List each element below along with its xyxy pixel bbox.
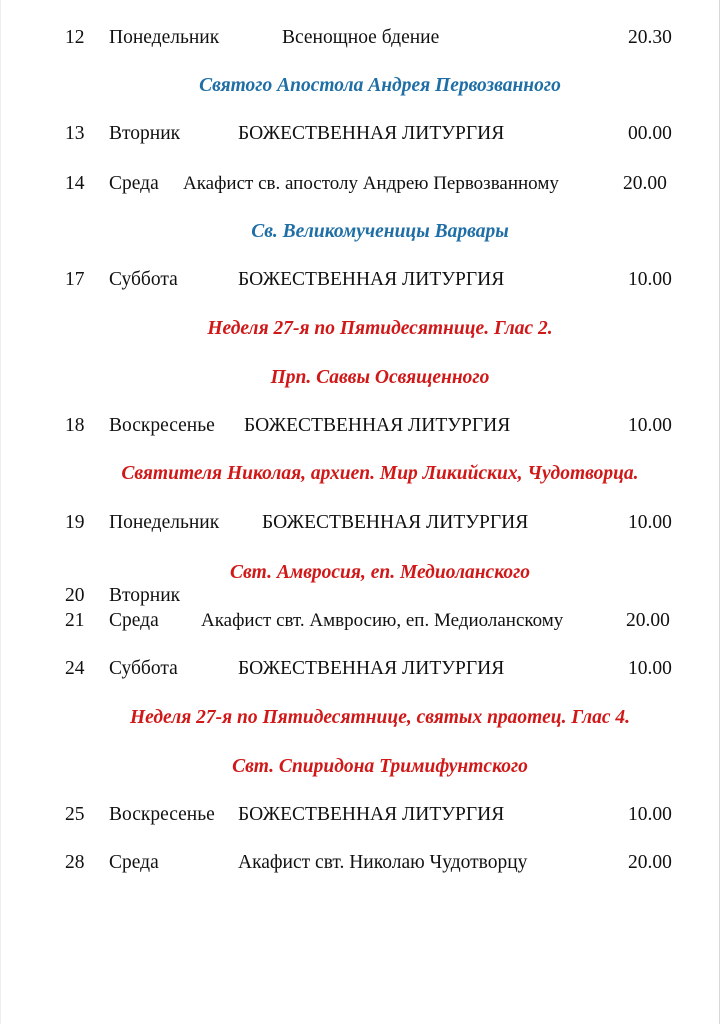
row-service: БОЖЕСТВЕННАЯ ЛИТУРГИЯ (262, 512, 529, 533)
row-day: 24 (65, 658, 85, 679)
row-weekday: Среда (109, 173, 159, 194)
feast-heading: Неделя 27-я по Пятидесятнице. Глас 2. (207, 318, 553, 339)
row-time: 20.00 (626, 610, 670, 631)
row-time: 20.30 (628, 27, 672, 48)
row-time: 10.00 (628, 658, 672, 679)
row-day: 18 (65, 415, 85, 436)
feast-heading: Святого Апостола Андрея Первозванного (199, 75, 561, 96)
row-day: 21 (65, 610, 85, 631)
page-right-edge (719, 0, 720, 1024)
row-day: 28 (65, 852, 85, 873)
row-day: 17 (65, 269, 85, 290)
row-time: 20.00 (628, 852, 672, 873)
row-day: 13 (65, 123, 85, 144)
row-service: Акафист св. апостолу Андрею Первозванному (183, 173, 559, 194)
row-time: 10.00 (628, 804, 672, 825)
row-day: 14 (65, 173, 85, 194)
row-service: Акафист свт. Амвросию, еп. Медиоланскому (201, 610, 564, 631)
row-weekday: Суббота (109, 658, 178, 679)
feast-heading: Прп. Саввы Освященного (270, 367, 490, 388)
row-service: БОЖЕСТВЕННАЯ ЛИТУРГИЯ (244, 415, 511, 436)
feast-heading: Неделя 27-я по Пятидесятнице, святых праотец. Глас 4. (130, 707, 630, 728)
row-time: 10.00 (628, 269, 672, 290)
row-weekday: Воскресенье (109, 415, 215, 436)
row-day: 25 (65, 804, 85, 825)
row-service: БОЖЕСТВЕННАЯ ЛИТУРГИЯ (238, 658, 505, 679)
row-time: 00.00 (628, 123, 672, 144)
row-time: 10.00 (628, 512, 672, 533)
row-weekday: Суббота (109, 269, 178, 290)
row-day: 20 (65, 585, 85, 606)
row-service: БОЖЕСТВЕННАЯ ЛИТУРГИЯ (238, 804, 505, 825)
row-service: Акафист свт. Николаю Чудотворцу (238, 852, 528, 873)
row-weekday: Вторник (109, 585, 181, 606)
row-weekday: Вторник (109, 123, 181, 144)
page-left-edge (0, 0, 1, 1024)
row-weekday: Понедельник (109, 27, 220, 48)
feast-heading: Св. Великомученицы Варвары (251, 221, 509, 242)
row-service: БОЖЕСТВЕННАЯ ЛИТУРГИЯ (238, 123, 505, 144)
row-weekday: Воскресенье (109, 804, 215, 825)
feast-heading: Свт. Амвросия, еп. Медиоланского (229, 562, 531, 583)
row-day: 19 (65, 512, 85, 533)
row-weekday: Понедельник (109, 512, 220, 533)
row-service: БОЖЕСТВЕННАЯ ЛИТУРГИЯ (238, 269, 505, 290)
row-day: 12 (65, 27, 85, 48)
row-time: 10.00 (628, 415, 672, 436)
row-time: 20.00 (623, 173, 667, 194)
feast-heading: Святителя Николая, архиеп. Мир Ликийских, Чудотворца. (121, 463, 639, 484)
row-service: Всенощное бдение (282, 27, 440, 48)
feast-heading: Свт. Спиридона Тримифунтского (232, 756, 528, 777)
row-weekday: Среда (109, 852, 159, 873)
row-weekday: Среда (109, 610, 159, 631)
